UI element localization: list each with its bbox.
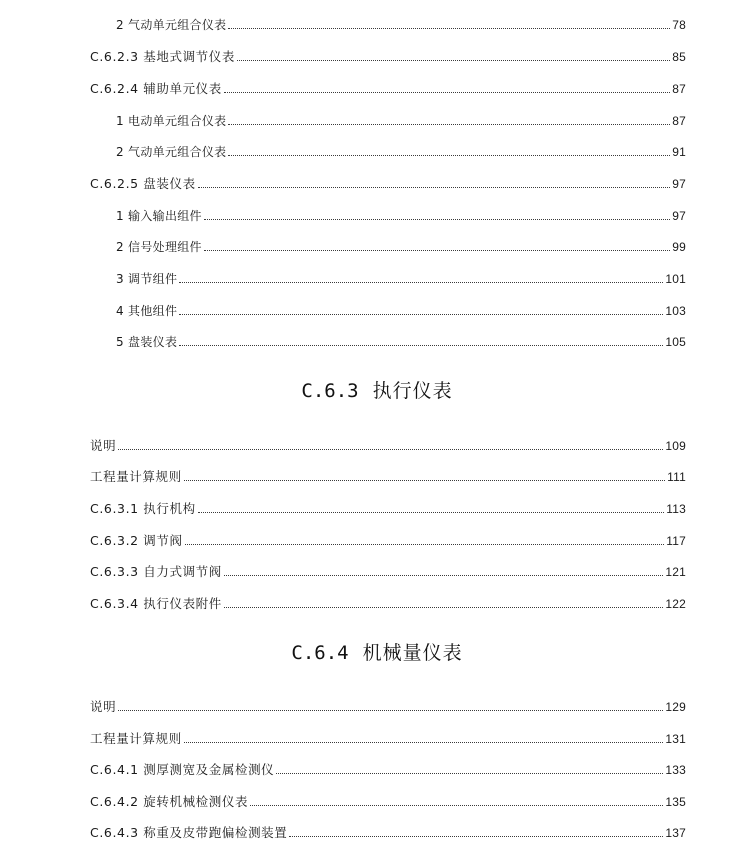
toc-entry: [90, 728, 686, 748]
toc-entry: [90, 173, 686, 193]
toc-entry-page: 87: [672, 82, 686, 96]
dot-leader: [250, 805, 663, 806]
toc-entry: [116, 110, 686, 130]
toc-entry-page: 97: [672, 209, 686, 223]
toc-entry-page: 122: [665, 597, 686, 611]
toc-entry: [90, 791, 686, 811]
toc-entry: [90, 498, 686, 518]
toc-entry-page: 133: [665, 763, 686, 777]
toc-entry-page: 97: [672, 177, 686, 191]
toc-entry-page: 129: [665, 700, 686, 714]
toc-entry-page: 103: [665, 304, 686, 318]
toc-entry-label: C.6.3.3 自力式调节阀: [90, 564, 222, 579]
toc-entry-page: 78: [672, 18, 686, 32]
toc-entry-label: 说明: [90, 699, 117, 714]
toc-entry-page: 99: [672, 240, 686, 254]
toc-entry-label: 1 输入输出组件: [116, 209, 202, 223]
toc-entry-page: 87: [672, 114, 686, 128]
toc-entry-label: C.6.3.2 调节阀: [90, 533, 183, 548]
toc-entry-label: C.6.2.4 辅助单元仪表: [90, 81, 222, 96]
toc-entry-label: C.6.2.3 基地式调节仪表: [90, 49, 235, 64]
dot-leader: [224, 575, 663, 576]
dot-leader: [184, 742, 664, 743]
toc-entry-page: 113: [666, 502, 686, 516]
dot-leader: [237, 60, 670, 61]
toc-entry: [116, 331, 686, 351]
toc-entry: [90, 46, 686, 66]
toc-entry: [90, 593, 686, 613]
toc-entry: [116, 141, 686, 161]
toc-entry: [116, 236, 686, 256]
toc-entry-label: C.6.4.1 测厚测宽及金属检测仪: [90, 762, 275, 777]
toc-entry-page: 117: [666, 534, 686, 548]
toc-entry-label: C.6.4.2 旋转机械检测仪表: [90, 794, 249, 809]
section-title-text: 机械量仪表: [362, 642, 463, 664]
toc-entry: [90, 822, 686, 842]
section-heading-c63: [0, 379, 754, 403]
toc-entry-page: 111: [667, 470, 686, 484]
toc-entry-label: C.6.2.5 盘装仪表: [90, 176, 196, 191]
toc-entry: [90, 561, 686, 581]
toc-entry: [116, 14, 686, 34]
toc-entry-page: 109: [665, 439, 686, 453]
toc-entry-label: 5 盘装仪表: [116, 335, 178, 349]
dot-leader: [184, 480, 665, 481]
section-heading-c64: [0, 641, 754, 665]
toc-entry: [90, 435, 686, 455]
toc-entry: [116, 268, 686, 288]
dot-leader: [289, 836, 663, 837]
dot-leader: [118, 710, 663, 711]
toc-entry-label: 1 电动单元组合仪表: [116, 114, 227, 128]
toc-entry-label: C.6.3.1 执行机构: [90, 501, 196, 516]
toc-entry-page: 105: [665, 335, 686, 349]
toc-entry: [90, 530, 686, 550]
dot-leader: [179, 345, 663, 346]
toc-entry: [90, 696, 686, 716]
toc-entry-label: 2 气动单元组合仪表: [116, 18, 227, 32]
toc-entry-label: 3 调节组件: [116, 272, 178, 286]
toc-entry: [116, 205, 686, 225]
section-code: C.6.4: [291, 642, 349, 664]
toc-entry-label: 工程量计算规则: [90, 731, 182, 746]
section-code: C.6.3: [301, 380, 359, 402]
toc-entry-page: 121: [665, 565, 686, 579]
dot-leader: [179, 314, 663, 315]
dot-leader: [185, 544, 665, 545]
section-title-text: 执行仪表: [372, 380, 453, 402]
dot-leader: [198, 187, 671, 188]
toc-entry: [90, 759, 686, 779]
toc-entry-page: 91: [672, 145, 686, 159]
toc-entry-page: 101: [665, 272, 686, 286]
toc-entry: [116, 300, 686, 320]
dot-leader: [228, 155, 670, 156]
dot-leader: [224, 607, 663, 608]
dot-leader: [179, 282, 663, 283]
dot-leader: [204, 250, 670, 251]
toc-entry-label: 2 信号处理组件: [116, 240, 202, 254]
toc-entry: [90, 466, 686, 486]
dot-leader: [228, 124, 670, 125]
toc-entry-label: 工程量计算规则: [90, 469, 182, 484]
toc-entry-label: 说明: [90, 438, 117, 453]
toc-entry-label: C.6.3.4 执行仪表附件: [90, 596, 222, 611]
toc-entry-page: 137: [665, 826, 686, 840]
toc-entry-page: 131: [665, 732, 686, 746]
dot-leader: [198, 512, 665, 513]
dot-leader: [118, 449, 663, 450]
dot-leader: [204, 219, 670, 220]
toc-entry-label: C.6.4.3 称重及皮带跑偏检测装置: [90, 825, 288, 840]
dot-leader: [228, 28, 670, 29]
toc-entry-label: 2 气动单元组合仪表: [116, 145, 227, 159]
dot-leader: [276, 773, 663, 774]
dot-leader: [224, 92, 670, 93]
toc-entry-page: 85: [672, 50, 686, 64]
toc-entry: [90, 78, 686, 98]
toc-entry-label: 4 其他组件: [116, 304, 178, 318]
toc-entry-page: 135: [665, 795, 686, 809]
